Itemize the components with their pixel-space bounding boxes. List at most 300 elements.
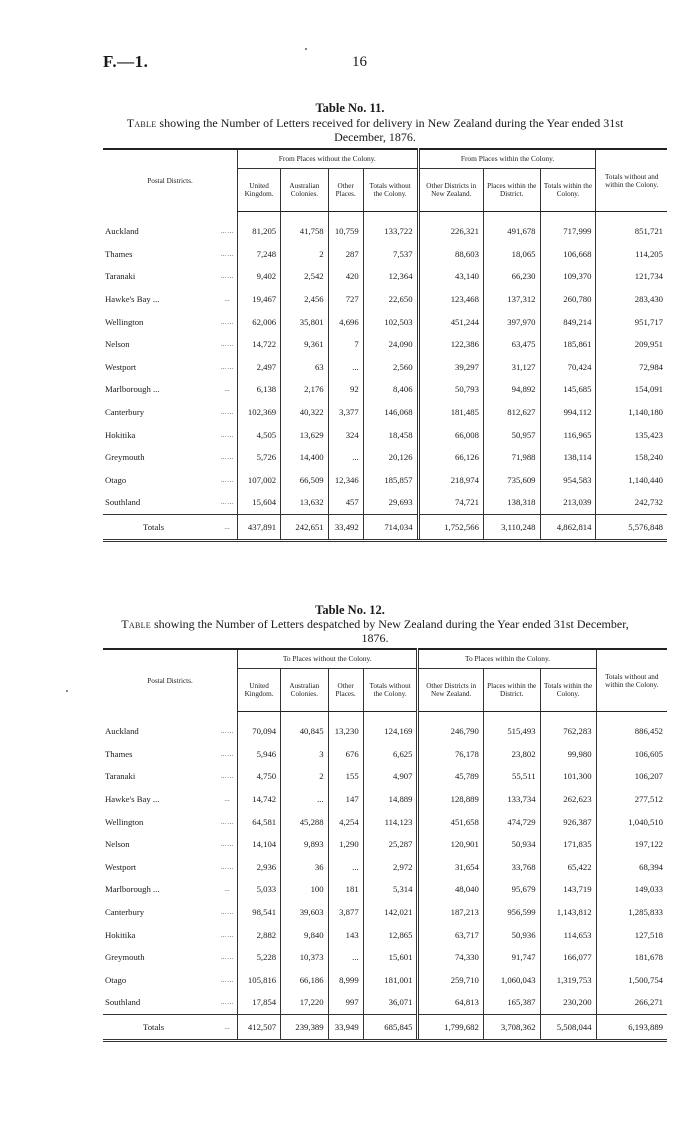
table-cell: 6,138 [238, 378, 281, 401]
district-name: Westport [105, 861, 137, 872]
table-cell: 143 [328, 923, 363, 946]
table-cell: 98,541 [238, 901, 281, 924]
table-cell: 94,892 [483, 378, 540, 401]
print-speck [66, 690, 68, 692]
district-name: Canterbury [105, 907, 145, 918]
column-header: Other Districts in New Zealand. [418, 669, 483, 712]
totals-cell: 1,799,682 [418, 1014, 483, 1040]
table-row [103, 878, 667, 901]
leader-dots: ... ... [220, 975, 234, 984]
table-cell: 114,123 [363, 810, 418, 833]
table-cell: 181,001 [363, 969, 418, 992]
table-cell: 120,901 [418, 833, 483, 856]
table-cell: 2,497 [238, 356, 281, 379]
table-cell: 64,813 [418, 991, 483, 1014]
postal-districts-header: Postal Districts. [103, 149, 238, 212]
district-name: Southland [105, 997, 141, 1008]
table-cell: 40,322 [281, 401, 328, 424]
table-cell: 5,314 [363, 878, 418, 901]
table-cell: 2,456 [281, 288, 328, 311]
table-cell: 851,721 [596, 220, 667, 243]
district-name: Hawke's Bay ... [105, 794, 160, 805]
table-row [103, 423, 667, 446]
column-header: Places within the District. [483, 169, 540, 212]
table-cell: 1,060,043 [483, 969, 540, 992]
caption-lead: Table [126, 116, 157, 130]
table-cell: 10,373 [281, 946, 328, 969]
table-cell: 812,627 [483, 401, 540, 424]
table-cell: 142,021 [363, 901, 418, 924]
leader-dots: ... ... [220, 862, 234, 871]
leader-dots: ... ... [220, 430, 234, 439]
table-row [103, 333, 667, 356]
table-cell: 14,104 [238, 833, 281, 856]
table-row [103, 401, 667, 424]
table-cell: 14,889 [363, 788, 418, 811]
table-cell: 181 [328, 878, 363, 901]
table-cell: 50,934 [483, 833, 540, 856]
table-cell: 36 [281, 856, 328, 879]
totals-cell: 33,492 [328, 514, 363, 540]
table-cell: 926,387 [540, 810, 596, 833]
table-cell: 13,230 [328, 720, 363, 743]
leader-dots: ... [224, 795, 230, 804]
table-cell: 262,623 [540, 788, 596, 811]
table-cell: 185,861 [540, 333, 596, 356]
table-cell: 29,693 [363, 491, 418, 514]
table-cell: 128,889 [418, 788, 483, 811]
leader-dots: ... ... [220, 772, 234, 781]
table-cell: 9,893 [281, 833, 328, 856]
table-cell: 451,658 [418, 810, 483, 833]
district-name: Greymouth [105, 452, 145, 463]
table-cell: 2,936 [238, 856, 281, 879]
table-cell: 66,230 [483, 265, 540, 288]
table-cell: ... [328, 446, 363, 469]
table-cell: 36,071 [363, 991, 418, 1014]
table-cell: 171,835 [540, 833, 596, 856]
district-name: Taranaki [105, 771, 136, 782]
table-cell: 7,248 [238, 243, 281, 266]
leader-dots: ... ... [220, 908, 234, 917]
column-header: United Kingdom. [238, 669, 281, 712]
table-cell: 35,801 [281, 310, 328, 333]
table-row [103, 356, 667, 379]
table-cell: 14,742 [238, 788, 281, 811]
leader-dots: ... ... [220, 453, 234, 462]
table-cell: 63,475 [483, 333, 540, 356]
table-cell: 451,244 [418, 310, 483, 333]
table-cell: 246,790 [418, 720, 483, 743]
table-cell: 66,509 [281, 469, 328, 492]
table-cell: 13,629 [281, 423, 328, 446]
table-cell: 1,285,833 [596, 901, 667, 924]
table-cell: 4,907 [363, 765, 418, 788]
table-row [103, 446, 667, 469]
table-cell: 107,002 [238, 469, 281, 492]
table-cell: 735,609 [483, 469, 540, 492]
table-cell: 123,468 [418, 288, 483, 311]
table-cell: 18,065 [483, 243, 540, 266]
leader-dots: ... [224, 385, 230, 394]
table-cell: 994,112 [540, 401, 596, 424]
totals-row [103, 514, 667, 540]
table-cell: 106,605 [596, 743, 667, 766]
table-12-title: Table No. 12. [315, 603, 385, 617]
district-name: Nelson [105, 339, 130, 350]
table-row [103, 288, 667, 311]
leader-dots: ... ... [220, 475, 234, 484]
table-cell: 762,283 [540, 720, 596, 743]
table-cell: 101,300 [540, 765, 596, 788]
leader-dots: ... ... [220, 998, 234, 1007]
table-cell: 66,126 [418, 446, 483, 469]
table-cell: 185,857 [363, 469, 418, 492]
column-header: Totals without the Colony. [363, 669, 418, 712]
table-cell: 25,287 [363, 833, 418, 856]
district-name: Thames [105, 248, 133, 259]
table-cell: 5,033 [238, 878, 281, 901]
district-name: Wellington [105, 816, 144, 827]
table-cell: 137,312 [483, 288, 540, 311]
table-cell: 15,601 [363, 946, 418, 969]
leader-dots: ... ... [220, 727, 234, 736]
table-cell: ... [328, 946, 363, 969]
group-header-within: To Places within the Colony. [418, 649, 596, 669]
table-row [103, 765, 667, 788]
table-cell: 218,974 [418, 469, 483, 492]
table-cell: 9,361 [281, 333, 328, 356]
table-cell: 114,653 [540, 923, 596, 946]
table-cell: 717,999 [540, 220, 596, 243]
table-cell: 121,734 [596, 265, 667, 288]
table-cell: 149,033 [596, 878, 667, 901]
table-cell: 9,840 [281, 923, 328, 946]
table-row [103, 265, 667, 288]
table-cell: 18,458 [363, 423, 418, 446]
table-cell: 66,186 [281, 969, 328, 992]
column-header: Places within the District. [483, 669, 540, 712]
table-cell: 41,758 [281, 220, 328, 243]
table-cell: 2,542 [281, 265, 328, 288]
table-cell: 14,722 [238, 333, 281, 356]
district-name: Canterbury [105, 407, 145, 418]
table-cell: 114,205 [596, 243, 667, 266]
table-cell: 491,678 [483, 220, 540, 243]
table-row [103, 856, 667, 879]
table-cell: 64,581 [238, 810, 281, 833]
column-header: United Kingdom. [238, 169, 281, 212]
table-cell: 39,297 [418, 356, 483, 379]
table-cell: 12,865 [363, 923, 418, 946]
table-11-caption [115, 116, 635, 144]
table-cell: 226,321 [418, 220, 483, 243]
table-cell: 50,957 [483, 423, 540, 446]
table-cell: 17,854 [238, 991, 281, 1014]
column-header: Australian Colonies. [281, 169, 328, 212]
leader-dots: ... ... [220, 249, 234, 258]
table-cell: 14,400 [281, 446, 328, 469]
table-cell: 13,632 [281, 491, 328, 514]
table-row [103, 378, 667, 401]
table-cell: 70,094 [238, 720, 281, 743]
table-cell: 1,319,753 [540, 969, 596, 992]
table-cell: 145,685 [540, 378, 596, 401]
table-cell: 122,386 [418, 333, 483, 356]
leader-dots: ... ... [220, 227, 234, 236]
table-row [103, 810, 667, 833]
leader-dots: ... ... [220, 498, 234, 507]
table-cell: 50,936 [483, 923, 540, 946]
table-12-caption [115, 617, 635, 645]
table-cell: 76,178 [418, 743, 483, 766]
leader-dots: ... ... [220, 408, 234, 417]
table-row [103, 310, 667, 333]
table-cell: 65,422 [540, 856, 596, 879]
table-cell: 71,988 [483, 446, 540, 469]
table-row [103, 969, 667, 992]
table-cell: 1,040,510 [596, 810, 667, 833]
print-speck [305, 48, 307, 50]
leader-dots: ... ... [220, 817, 234, 826]
table-cell: 22,650 [363, 288, 418, 311]
table-cell: 92 [328, 378, 363, 401]
table-cell: 1,290 [328, 833, 363, 856]
table-cell: 260,780 [540, 288, 596, 311]
table-cell: 7,537 [363, 243, 418, 266]
table-cell: 62,006 [238, 310, 281, 333]
table-cell: ... [281, 788, 328, 811]
table-cell: 3 [281, 743, 328, 766]
table-cell: 155 [328, 765, 363, 788]
table-cell: 397,970 [483, 310, 540, 333]
table-cell: 515,493 [483, 720, 540, 743]
table-cell: 474,729 [483, 810, 540, 833]
district-name: Otago [105, 474, 127, 485]
district-name: Hokitika [105, 929, 136, 940]
table-cell: 68,394 [596, 856, 667, 879]
table-row [103, 991, 667, 1014]
table-row [103, 923, 667, 946]
leader-dots: ... [224, 885, 230, 894]
table-cell: ... [328, 356, 363, 379]
leader-dots: ... ... [220, 930, 234, 939]
table-cell: 6,625 [363, 743, 418, 766]
district-name: Taranaki [105, 271, 136, 282]
table-cell: 166,077 [540, 946, 596, 969]
table-cell: 4,750 [238, 765, 281, 788]
table-cell: 213,039 [540, 491, 596, 514]
table-cell: 886,452 [596, 720, 667, 743]
table-cell: 147 [328, 788, 363, 811]
district-name: Westport [105, 361, 137, 372]
table-cell: 187,213 [418, 901, 483, 924]
column-header: Totals without and within the Colony. [596, 149, 667, 212]
group-header-without: From Places without the Colony. [238, 149, 419, 169]
table-cell: ... [328, 856, 363, 879]
leader-dots: ... ... [220, 749, 234, 758]
table-cell: 997 [328, 991, 363, 1014]
table-cell: 109,370 [540, 265, 596, 288]
table-cell: 1,140,440 [596, 469, 667, 492]
table-cell: 420 [328, 265, 363, 288]
totals-label: Totals [103, 514, 217, 540]
table-cell: 2,176 [281, 378, 328, 401]
caption-text: showing the Number of Letters despatched by New Zealand during the Year ended 31st December, 1876. [151, 617, 629, 645]
table-cell: 3,877 [328, 901, 363, 924]
table-11-title: Table No. 11. [315, 101, 385, 115]
table-cell: 102,503 [363, 310, 418, 333]
table-row [103, 491, 667, 514]
table-cell: 2 [281, 243, 328, 266]
section-reference: F.—1. [103, 52, 149, 71]
table-cell: 259,710 [418, 969, 483, 992]
table-cell: 1,143,812 [540, 901, 596, 924]
table-cell: 105,816 [238, 969, 281, 992]
table-row [103, 469, 667, 492]
table-cell: 457 [328, 491, 363, 514]
totals-cell: 242,651 [281, 514, 328, 540]
district-name: Nelson [105, 839, 130, 850]
table-cell: 124,169 [363, 720, 418, 743]
column-header: Other Places. [328, 169, 363, 212]
table-cell: 15,604 [238, 491, 281, 514]
table-row [103, 743, 667, 766]
table-cell: 165,387 [483, 991, 540, 1014]
district-name: Hawke's Bay ... [105, 294, 160, 305]
table-cell: 2,560 [363, 356, 418, 379]
leader-dots: ... ... [220, 953, 234, 962]
table-cell: 1,500,754 [596, 969, 667, 992]
table-cell: 277,512 [596, 788, 667, 811]
leader-dots: ... ... [220, 272, 234, 281]
column-header: Totals within the Colony. [540, 169, 596, 212]
table-cell: 7 [328, 333, 363, 356]
table-cell: 676 [328, 743, 363, 766]
table-cell: 8,999 [328, 969, 363, 992]
table-cell: 66,008 [418, 423, 483, 446]
totals-cell: 1,752,566 [418, 514, 483, 540]
table-cell: 956,599 [483, 901, 540, 924]
table-cell: 33,768 [483, 856, 540, 879]
group-header-within: From Places within the Colony. [418, 149, 596, 169]
table-cell: 154,091 [596, 378, 667, 401]
district-name: Hokitika [105, 429, 136, 440]
table-row [103, 243, 667, 266]
page-number: 16 [352, 54, 367, 70]
table-cell: 138,318 [483, 491, 540, 514]
table-cell: 4,696 [328, 310, 363, 333]
column-header: Other Places. [328, 669, 363, 712]
table-cell: 133,722 [363, 220, 418, 243]
totals-cell: 5,576,848 [596, 514, 667, 540]
totals-cell: 714,034 [363, 514, 418, 540]
table-cell: 24,090 [363, 333, 418, 356]
table-cell: 10,759 [328, 220, 363, 243]
table-cell: 3,377 [328, 401, 363, 424]
table-cell: 81,205 [238, 220, 281, 243]
table-cell: 43,140 [418, 265, 483, 288]
table-cell: 12,364 [363, 265, 418, 288]
table-cell: 266,271 [596, 991, 667, 1014]
table-cell: 31,654 [418, 856, 483, 879]
totals-cell: 412,507 [238, 1014, 281, 1040]
table-cell: 48,040 [418, 878, 483, 901]
table-cell: 135,423 [596, 423, 667, 446]
totals-cell: 6,193,889 [596, 1014, 667, 1040]
table-cell: 63 [281, 356, 328, 379]
table-cell: 95,679 [483, 878, 540, 901]
table-row [103, 901, 667, 924]
table-cell: 106,207 [596, 765, 667, 788]
table-row [103, 946, 667, 969]
table-cell: 158,240 [596, 446, 667, 469]
district-name: Marlborough ... [105, 884, 160, 895]
table-cell: 1,140,180 [596, 401, 667, 424]
table-cell: 106,668 [540, 243, 596, 266]
table-cell: 88,603 [418, 243, 483, 266]
table-cell: 5,726 [238, 446, 281, 469]
district-name: Auckland [105, 726, 139, 737]
column-header: Totals within the Colony. [540, 669, 596, 712]
district-name: Auckland [105, 226, 139, 237]
table-row [103, 720, 667, 743]
table-cell: 74,721 [418, 491, 483, 514]
totals-cell: 33,949 [328, 1014, 363, 1040]
table-cell: 8,406 [363, 378, 418, 401]
table-cell: 4,254 [328, 810, 363, 833]
column-header: Totals without and within the Colony. [596, 649, 667, 712]
table-cell: 324 [328, 423, 363, 446]
table-cell: 17,220 [281, 991, 328, 1014]
table-cell: 146,068 [363, 401, 418, 424]
table-cell: 9,402 [238, 265, 281, 288]
totals-row [103, 1014, 667, 1040]
table-cell: 12,346 [328, 469, 363, 492]
table-cell: 31,127 [483, 356, 540, 379]
table-cell: 2 [281, 765, 328, 788]
district-name: Wellington [105, 316, 144, 327]
column-header: Australian Colonies. [281, 669, 328, 712]
table-11-letters-received [103, 148, 667, 542]
table-cell: 45,288 [281, 810, 328, 833]
column-header: Totals without the Colony. [363, 169, 418, 212]
table-cell: 74,330 [418, 946, 483, 969]
table-cell: 40,845 [281, 720, 328, 743]
table-cell: 2,882 [238, 923, 281, 946]
district-name: Greymouth [105, 952, 145, 963]
caption-lead: Table [121, 617, 151, 631]
table-12-letters-despatched [103, 648, 667, 1042]
leader-dots: ... [217, 514, 238, 540]
totals-cell: 5,508,044 [540, 1014, 596, 1040]
district-name: Marlborough ... [105, 384, 160, 395]
table-cell: 849,214 [540, 310, 596, 333]
table-cell: 954,583 [540, 469, 596, 492]
totals-label: Totals [103, 1014, 217, 1040]
totals-cell: 437,891 [238, 514, 281, 540]
table-cell: 127,518 [596, 923, 667, 946]
table-cell: 209,951 [596, 333, 667, 356]
table-cell: 5,946 [238, 743, 281, 766]
table-cell: 2,972 [363, 856, 418, 879]
table-row [103, 788, 667, 811]
table-cell: 55,511 [483, 765, 540, 788]
table-cell: 20,126 [363, 446, 418, 469]
column-header: Other Districts in New Zealand. [418, 169, 483, 212]
table-cell: 4,505 [238, 423, 281, 446]
table-cell: 50,793 [418, 378, 483, 401]
